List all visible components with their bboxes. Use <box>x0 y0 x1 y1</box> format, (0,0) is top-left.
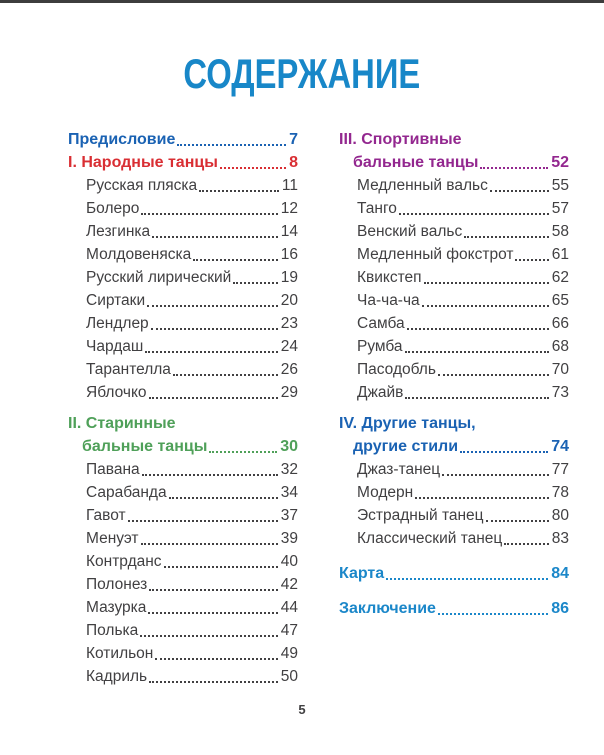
page-top-border <box>0 0 604 3</box>
toc-entry-label: Павана <box>86 461 140 478</box>
toc-entry-label: Мазурка <box>86 599 147 616</box>
dot-leader <box>220 151 286 169</box>
dot-leader <box>438 597 548 615</box>
dot-leader <box>422 289 549 307</box>
toc-entry-label: Ча-ча-ча <box>357 292 420 309</box>
toc-entry-label: Полька <box>86 622 139 639</box>
toc-entry-label: Менуэт <box>86 530 139 547</box>
dot-leader <box>141 197 277 215</box>
toc-entry-page-number: 73 <box>551 384 569 401</box>
toc-entry-page-number: 68 <box>551 338 569 355</box>
toc-entry <box>339 335 569 358</box>
toc-entry-line <box>339 312 569 335</box>
toc-entry-line <box>339 174 569 197</box>
toc-entry <box>339 197 569 220</box>
toc-entry <box>339 562 569 585</box>
toc-entry <box>68 151 298 174</box>
dot-leader <box>424 266 549 284</box>
toc-entry <box>339 128 569 174</box>
toc-entry-line <box>68 435 298 458</box>
toc-entry-page-number: 42 <box>280 576 298 593</box>
toc-entry-line <box>339 527 569 550</box>
dot-leader <box>399 197 549 215</box>
dot-leader <box>173 358 278 376</box>
toc-entry <box>339 243 569 266</box>
toc-entry-label: Кадриль <box>86 668 148 685</box>
toc-entry-line <box>68 619 298 642</box>
toc-entry-page-number: 7 <box>289 131 298 148</box>
toc-entry-page-number: 78 <box>551 484 569 501</box>
folio-page-number: 5 <box>298 702 306 717</box>
toc-entry-page-number: 61 <box>551 246 569 263</box>
dot-leader <box>515 243 548 261</box>
toc-entry-line <box>68 381 298 404</box>
toc-entry-line <box>339 335 569 358</box>
toc-entry-page-number: 11 <box>281 177 298 194</box>
toc-entry-page-number: 8 <box>289 154 298 171</box>
toc-entry-line <box>68 458 298 481</box>
dot-leader <box>152 220 278 238</box>
toc-entry-label: Румба <box>357 338 403 355</box>
toc-entry-line <box>339 597 569 620</box>
toc-entry-label-line1: II. Старинные <box>68 415 176 432</box>
toc-entry-label: Танго <box>357 200 397 217</box>
dot-leader <box>233 266 277 284</box>
toc-entry-line <box>339 289 569 312</box>
toc-entry <box>68 335 298 358</box>
toc-entry <box>339 174 569 197</box>
toc-entry-label: Заключение <box>339 600 436 617</box>
toc-entry-line <box>68 312 298 335</box>
toc-entry-label: Модерн <box>357 484 414 501</box>
toc-entry <box>68 596 298 619</box>
toc-entry-line <box>68 220 298 243</box>
toc-entry-label: Классический танец <box>357 530 503 547</box>
toc-entry-label: Самба <box>357 315 405 332</box>
toc-entry-label: бальные танцы <box>82 438 208 455</box>
toc-entry-page-number: 55 <box>551 177 569 194</box>
dot-leader <box>405 335 549 353</box>
toc-entry-line <box>339 381 569 404</box>
toc-entry-page-number: 65 <box>551 292 569 309</box>
toc-entry-page-number: 86 <box>551 600 569 617</box>
toc-entry-page-number: 83 <box>551 530 569 547</box>
toc-entry-label: Венский вальс <box>357 223 463 240</box>
toc-entry-label: Джаз-танец <box>357 461 441 478</box>
toc-entry-page-number: 84 <box>551 565 569 582</box>
toc-entry-line <box>68 335 298 358</box>
dot-leader <box>405 381 548 399</box>
toc-entry-page-number: 77 <box>551 461 569 478</box>
toc-entry-page-number: 37 <box>280 507 298 524</box>
toc-entry-label: Яблочко <box>86 384 147 401</box>
toc-entry-line <box>68 358 298 381</box>
toc-entry-label: I. Народные танцы <box>68 154 218 171</box>
dot-leader <box>140 619 277 637</box>
toc-entry-page-number: 19 <box>280 269 298 286</box>
toc-entry-label: бальные танцы <box>353 154 479 171</box>
toc-entry-page-number: 44 <box>280 599 298 616</box>
toc-entry-label: Карта <box>339 565 385 582</box>
toc-entry <box>68 381 298 404</box>
toc-entry-line <box>339 481 569 504</box>
toc-entry-label-line1: III. Спортивные <box>339 131 462 148</box>
toc-entry-line <box>68 504 298 527</box>
toc-entry-label: Молдовеняска <box>86 246 192 263</box>
toc-entry-page-number: 52 <box>551 154 569 171</box>
toc-entry-line <box>339 220 569 243</box>
dot-leader <box>386 562 548 580</box>
toc-entry-page-number: 24 <box>280 338 298 355</box>
toc-entry-page-number: 66 <box>551 315 569 332</box>
toc-entry <box>68 550 298 573</box>
toc-entry-line <box>68 151 298 174</box>
toc-column-right <box>339 128 569 688</box>
toc-entry <box>68 266 298 289</box>
toc-entry-line <box>68 665 298 688</box>
toc-entry-page-number: 47 <box>280 622 298 639</box>
toc-entry <box>339 220 569 243</box>
toc-entry-page-number: 12 <box>280 200 298 217</box>
dot-leader <box>155 642 277 660</box>
toc-entry-label: Лезгинка <box>86 223 151 240</box>
toc-entry-page-number: 16 <box>280 246 298 263</box>
toc-entry <box>68 312 298 335</box>
toc-entry-page-number: 30 <box>280 438 298 455</box>
toc-entry-label: Болеро <box>86 200 140 217</box>
toc-entry <box>339 381 569 404</box>
toc-entry-label: Тарантелла <box>86 361 171 378</box>
toc-entry-page-number: 23 <box>280 315 298 332</box>
toc-entry <box>339 504 569 527</box>
toc-entry-label: Сиртаки <box>86 292 146 309</box>
toc-entry-line <box>339 151 569 174</box>
toc-entry-page-number: 29 <box>280 384 298 401</box>
toc-entry-line <box>68 642 298 665</box>
toc-entry-page-number: 57 <box>551 200 569 217</box>
dot-leader <box>147 289 278 307</box>
toc-entry-page-number: 70 <box>551 361 569 378</box>
dot-leader <box>164 550 278 568</box>
toc-entry-label: Джайв <box>357 384 404 401</box>
toc-entry <box>339 458 569 481</box>
toc-entry <box>68 573 298 596</box>
dot-leader <box>486 504 549 522</box>
toc-entry <box>339 527 569 550</box>
dot-leader <box>460 435 548 453</box>
toc-entry-page-number: 49 <box>280 645 298 662</box>
dot-leader <box>193 243 278 261</box>
toc-entry-label: Медленный фокстрот <box>357 246 514 263</box>
dot-leader <box>199 174 279 192</box>
toc-entry-page-number: 20 <box>280 292 298 309</box>
toc-entry-line <box>68 527 298 550</box>
toc-entry <box>68 128 298 151</box>
toc-entry <box>339 412 569 458</box>
dot-leader <box>209 435 277 453</box>
toc-entry <box>68 358 298 381</box>
toc-entry-page-number: 58 <box>551 223 569 240</box>
toc-entry-page-number: 80 <box>551 507 569 524</box>
toc-columns <box>0 128 604 688</box>
toc-entry-page-number: 32 <box>280 461 298 478</box>
dot-leader <box>141 527 278 545</box>
dot-leader <box>177 128 286 146</box>
page-title <box>0 0 604 95</box>
toc-entry-label: Пасодобль <box>357 361 436 378</box>
toc-entry <box>68 504 298 527</box>
dot-leader <box>442 458 549 476</box>
dot-leader <box>464 220 549 238</box>
toc-entry-label: Предисловие <box>68 131 176 148</box>
dot-leader <box>148 596 277 614</box>
toc-entry <box>68 412 298 458</box>
toc-entry <box>68 619 298 642</box>
dot-leader <box>145 335 277 353</box>
toc-entry-line <box>339 358 569 381</box>
toc-entry-label: Сарабанда <box>86 484 167 501</box>
toc-entry <box>68 243 298 266</box>
dot-leader <box>149 573 278 591</box>
toc-entry-line <box>68 174 298 197</box>
toc-entry-page-number: 34 <box>280 484 298 501</box>
toc-entry-label: Котильон <box>86 645 154 662</box>
toc-entry-label: Русский лирический <box>86 269 232 286</box>
dot-leader <box>151 312 278 330</box>
dot-leader <box>149 381 278 399</box>
dot-leader <box>142 458 278 476</box>
toc-entry <box>339 289 569 312</box>
toc-entry-page-number: 62 <box>551 269 569 286</box>
toc-entry <box>339 481 569 504</box>
toc-entry-label: Полонез <box>86 576 148 593</box>
dot-leader <box>407 312 549 330</box>
toc-entry-line <box>68 550 298 573</box>
toc-entry-line <box>68 289 298 312</box>
toc-entry <box>68 665 298 688</box>
dot-leader <box>128 504 278 522</box>
toc-entry <box>339 312 569 335</box>
toc-entry-label: Гавот <box>86 507 126 524</box>
toc-entry-label: другие стили <box>353 438 459 455</box>
toc-entry-line <box>68 197 298 220</box>
toc-entry-line <box>68 266 298 289</box>
toc-entry <box>68 527 298 550</box>
toc-entry <box>68 642 298 665</box>
toc-entry-label-line1: IV. Другие танцы, <box>339 415 476 432</box>
toc-entry-line <box>68 481 298 504</box>
dot-leader <box>480 151 548 169</box>
toc-entry-line <box>68 243 298 266</box>
toc-entry-page-number: 40 <box>280 553 298 570</box>
toc-entry <box>68 174 298 197</box>
toc-entry-line <box>68 573 298 596</box>
toc-entry-page-number: 39 <box>280 530 298 547</box>
toc-entry <box>339 358 569 381</box>
toc-entry-label: Эстрадный танец <box>357 507 484 524</box>
toc-entry-line <box>339 266 569 289</box>
toc-entry-label: Чардаш <box>86 338 144 355</box>
toc-entry-page-number: 50 <box>280 668 298 685</box>
dot-leader <box>490 174 549 192</box>
toc-entry-label: Лендлер <box>86 315 149 332</box>
toc-entry <box>339 597 569 620</box>
dot-leader <box>438 358 549 376</box>
dot-leader <box>169 481 278 499</box>
toc-column-left <box>68 128 298 688</box>
toc-entry-line <box>339 458 569 481</box>
toc-entry-line <box>339 197 569 220</box>
toc-entry-line <box>339 243 569 266</box>
toc-entry-line <box>339 562 569 585</box>
toc-entry <box>68 481 298 504</box>
dot-leader <box>149 665 278 683</box>
toc-entry <box>68 197 298 220</box>
toc-entry-label: Контрданс <box>86 553 162 570</box>
dot-leader <box>415 481 549 499</box>
toc-entry-label: Медленный вальс <box>357 177 488 194</box>
toc-entry <box>68 458 298 481</box>
toc-entry-line <box>339 504 569 527</box>
toc-entry-page-number: 74 <box>551 438 569 455</box>
toc-entry <box>68 220 298 243</box>
toc-entry-page-number: 26 <box>280 361 298 378</box>
toc-entry-line <box>68 128 298 151</box>
toc-entry-line <box>339 435 569 458</box>
toc-entry <box>68 289 298 312</box>
toc-entry-line <box>68 596 298 619</box>
toc-entry-label: Русская пляска <box>86 177 198 194</box>
toc-entry-label: Квикстеп <box>357 269 422 286</box>
dot-leader <box>504 527 548 545</box>
toc-entry-page-number: 14 <box>280 223 298 240</box>
toc-entry <box>339 266 569 289</box>
page-title-text: СОДЕРЖАНИЕ <box>183 50 421 97</box>
